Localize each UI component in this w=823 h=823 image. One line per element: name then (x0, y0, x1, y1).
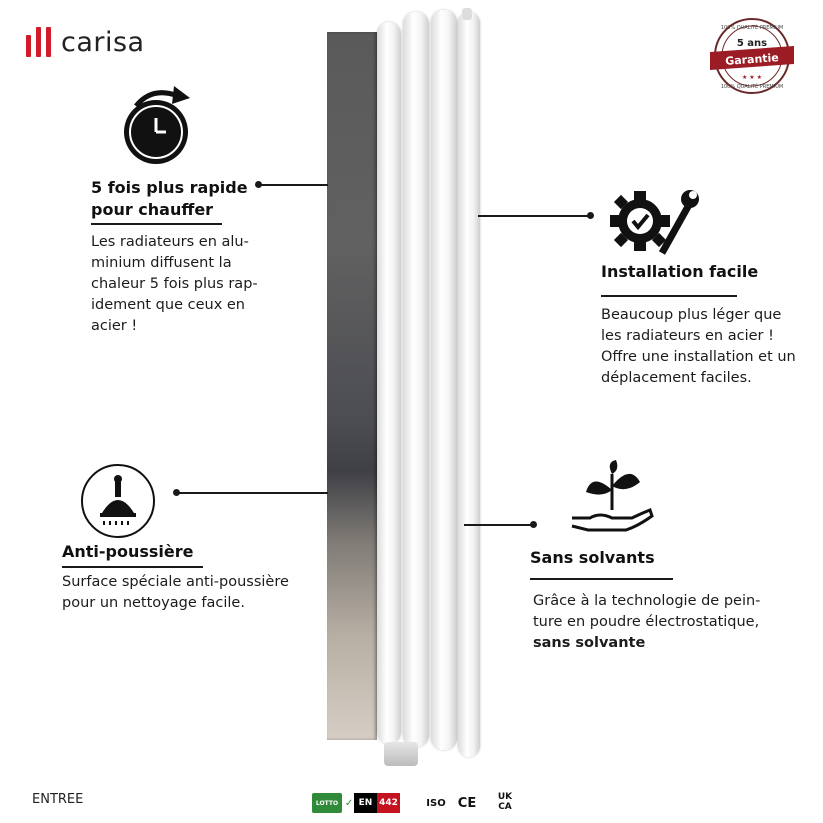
feature-title-solvent: Sans solvants (530, 548, 655, 567)
title-underline (91, 223, 222, 225)
badge-ribbon: Garantie (724, 51, 780, 68)
logo-bars-icon (26, 27, 51, 57)
footer-label: ENTREE (32, 792, 84, 807)
feature-title-line: pour chauffer (91, 200, 214, 219)
callout-line (176, 492, 328, 494)
feature-title-speed (91, 177, 248, 221)
radiator-valve (384, 742, 418, 766)
radiator-mirror (327, 32, 377, 740)
title-underline (62, 566, 203, 568)
leaf-icon: ✓ (344, 797, 354, 809)
duster-icon (80, 463, 156, 539)
feature-desc-solvent: Grâce à la technologie de pein- ture en poudre électrostatique, sans solvante (533, 591, 818, 654)
badge-stars-icon: ★ ★ ★ (742, 74, 762, 81)
feature-title-dust: Anti-poussière (62, 542, 194, 561)
warranty-badge (704, 16, 800, 96)
badge-bottom-ring: 100% QUALITÉ PREMIUM (720, 84, 784, 90)
radiator-tube (377, 22, 401, 744)
radiator-tube (458, 12, 480, 757)
radiator-tube (403, 12, 429, 747)
feature-title-line: 5 fois plus rapide (91, 178, 248, 197)
badge-top-ring: 100% QUALITÉ PREMIUM (720, 25, 784, 31)
lotto-mark: LOTTO (312, 793, 342, 813)
title-underline (601, 295, 737, 297)
ukca-mark: UK CA (497, 792, 513, 812)
feature-desc-speed: Les radiateurs en alu- minium diffusent la chaleur 5 fois plus rap- idement que ceux en acier ! (91, 234, 258, 334)
iso-mark: ISO (426, 797, 446, 809)
callout-line (478, 215, 590, 217)
feature-title-install: Installation facile (601, 262, 759, 281)
clock-fast-icon (122, 82, 194, 168)
callout-line (464, 524, 534, 526)
ce-mark: CE (457, 795, 477, 811)
feature-desc-install: Beaucoup plus léger que les radiateurs en acier ! Offre une installation et un déplacement faciles. (601, 307, 796, 386)
feature-desc-emphasis: sans solvante (533, 635, 646, 651)
bleed-valve (462, 8, 472, 20)
brand-name: carisa (61, 26, 145, 58)
brand-logo (26, 18, 145, 66)
badge-years: 5 ans (736, 38, 768, 49)
radiator-tube (431, 10, 457, 750)
en442-mark: EN 442 (354, 793, 400, 813)
title-underline (530, 578, 673, 580)
callout-line (258, 184, 328, 186)
feature-desc-dust: Surface spéciale anti-poussière pour un nettoyage facile. (62, 574, 289, 611)
gear-wrench-icon (606, 183, 700, 259)
plant-hand-icon (568, 460, 658, 540)
